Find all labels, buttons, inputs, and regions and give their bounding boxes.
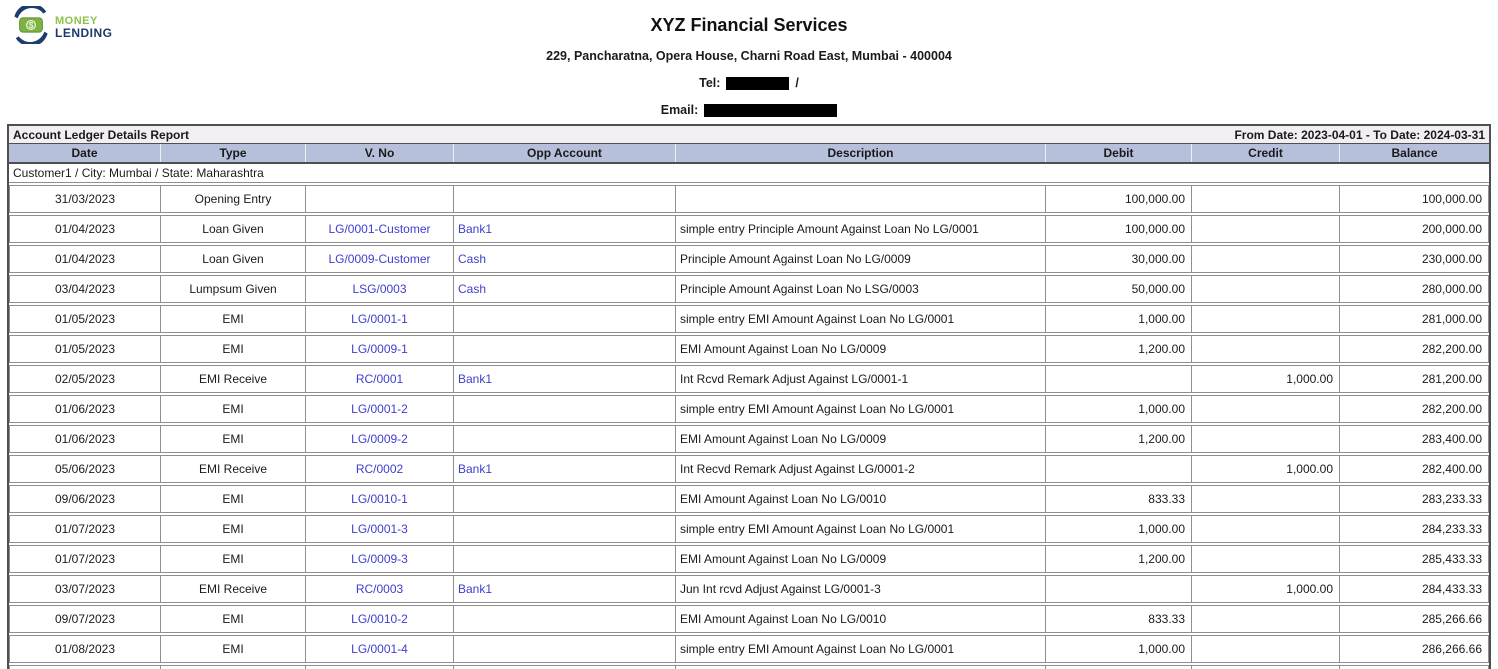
cell-opp_account xyxy=(454,425,676,453)
cell-date: 01/04/2023 xyxy=(9,215,161,243)
cell-debit: 1,200.00 xyxy=(1046,335,1192,363)
cell-debit xyxy=(1046,455,1192,483)
tel-line xyxy=(0,76,1498,90)
cell-type: EMI xyxy=(161,515,306,543)
cell-credit xyxy=(1192,515,1340,543)
table-row xyxy=(9,515,1489,543)
cell-opp_account-link[interactable]: Bank1 xyxy=(454,455,676,483)
cell-v_no-link[interactable]: LG/0001-Customer xyxy=(306,215,454,243)
cell-balance: 284,233.33 xyxy=(1340,515,1489,543)
cell-debit: 833.33 xyxy=(1046,485,1192,513)
email-redacted-value xyxy=(704,104,837,117)
table-row xyxy=(9,395,1489,423)
cell-v_no-link[interactable]: RC/0002 xyxy=(306,455,454,483)
account-ledger-report-table xyxy=(7,124,1491,669)
table-row xyxy=(9,545,1489,573)
cell-opp_account xyxy=(454,485,676,513)
cell-type: EMI Receive xyxy=(161,575,306,603)
cell-opp_account xyxy=(454,305,676,333)
cell-debit: 1,000.00 xyxy=(1046,515,1192,543)
cell-description: Int Recvd Remark Adjust Against LG/0001-2 xyxy=(676,455,1046,483)
cell-description: EMI Amount Against Loan No LG/0010 xyxy=(676,605,1046,633)
cell-type: Loan Given xyxy=(161,215,306,243)
cell-v_no-link[interactable]: LG/0001-3 xyxy=(306,515,454,543)
cell-balance: 282,200.00 xyxy=(1340,335,1489,363)
cell-balance: 283,400.00 xyxy=(1340,425,1489,453)
cell-credit xyxy=(1192,275,1340,303)
column-header-type: Type xyxy=(161,144,306,162)
cell-v_no-link[interactable]: LG/0001-4 xyxy=(306,635,454,663)
cell-date: 03/07/2023 xyxy=(9,575,161,603)
cell-type: Opening Entry xyxy=(161,185,306,213)
logo-word-lending: LENDING xyxy=(55,26,113,40)
table-row xyxy=(9,215,1489,243)
cell-debit: 30,000.00 xyxy=(1046,245,1192,273)
table-row xyxy=(9,365,1489,393)
cell-v_no-link[interactable]: LG/0001-1 xyxy=(306,305,454,333)
cell-opp_account xyxy=(454,515,676,543)
cell-v_no-link[interactable]: LG/0009-1 xyxy=(306,335,454,363)
cell-description: simple entry EMI Amount Against Loan No LG/0001 xyxy=(676,515,1046,543)
cell-balance: 200,000.00 xyxy=(1340,215,1489,243)
cell-date: 09/06/2023 xyxy=(9,485,161,513)
cell-debit: 1,200.00 xyxy=(1046,425,1192,453)
cell-date: 01/06/2023 xyxy=(9,425,161,453)
column-header-row xyxy=(9,144,1489,164)
email-line xyxy=(0,103,1498,117)
cell-balance: 100,000.00 xyxy=(1340,185,1489,213)
cell-debit: 100,000.00 xyxy=(1046,185,1192,213)
cell-v_no-link[interactable]: LG/0001-2 xyxy=(306,395,454,423)
cell-credit: 1,000.00 xyxy=(1192,455,1340,483)
cell-description: EMI Amount Against Loan No LG/0009 xyxy=(676,425,1046,453)
cell-type: Loan Given xyxy=(161,245,306,273)
cell-balance: 281,200.00 xyxy=(1340,365,1489,393)
cell-v_no-link[interactable]: LG/0010-2 xyxy=(306,605,454,633)
table-row xyxy=(9,275,1489,303)
cell-debit: 1,000.00 xyxy=(1046,395,1192,423)
cell-opp_account-link[interactable]: Bank1 xyxy=(454,215,676,243)
cell-description: simple entry EMI Amount Against Loan No LG/0001 xyxy=(676,395,1046,423)
cell-opp_account-link[interactable]: Bank1 xyxy=(454,365,676,393)
cell-credit xyxy=(1192,635,1340,663)
cell-credit xyxy=(1192,215,1340,243)
cell-empty xyxy=(676,665,1046,669)
cell-balance: 281,000.00 xyxy=(1340,305,1489,333)
cell-date: 09/07/2023 xyxy=(9,605,161,633)
cell-date: 02/05/2023 xyxy=(9,365,161,393)
cell-credit xyxy=(1192,245,1340,273)
cell-description: simple entry EMI Amount Against Loan No LG/0001 xyxy=(676,635,1046,663)
table-row xyxy=(9,575,1489,603)
cell-credit xyxy=(1192,605,1340,633)
cell-empty xyxy=(9,665,161,669)
cell-balance: 282,200.00 xyxy=(1340,395,1489,423)
report-title-row xyxy=(9,126,1489,144)
cell-type: EMI xyxy=(161,425,306,453)
cell-empty xyxy=(1340,665,1489,669)
column-header-description: Description xyxy=(676,144,1046,162)
cell-credit: 1,000.00 xyxy=(1192,365,1340,393)
cell-balance: 285,433.33 xyxy=(1340,545,1489,573)
table-row xyxy=(9,305,1489,333)
cell-debit: 1,000.00 xyxy=(1046,635,1192,663)
cell-credit xyxy=(1192,395,1340,423)
cell-debit: 50,000.00 xyxy=(1046,275,1192,303)
cell-type: EMI xyxy=(161,545,306,573)
column-header-debit: Debit xyxy=(1046,144,1192,162)
cell-opp_account xyxy=(454,605,676,633)
tel-label: Tel: xyxy=(699,76,721,90)
cell-v_no-link[interactable]: LG/0009-2 xyxy=(306,425,454,453)
report-date-range: From Date: 2023-04-01 - To Date: 2024-03-31 xyxy=(1234,127,1485,142)
cell-v_no-link[interactable]: LG/0009-Customer xyxy=(306,245,454,273)
column-header-balance: Balance xyxy=(1391,146,1438,160)
cell-balance: 230,000.00 xyxy=(1340,245,1489,273)
company-name: XYZ Financial Services xyxy=(650,15,848,35)
cell-empty xyxy=(454,665,676,669)
cell-credit xyxy=(1192,185,1340,213)
cell-date: 01/04/2023 xyxy=(9,245,161,273)
cell-type: EMI Receive xyxy=(161,365,306,393)
cell-date: 01/05/2023 xyxy=(9,335,161,363)
cell-balance: 286,266.66 xyxy=(1340,635,1489,663)
cell-date: 01/07/2023 xyxy=(9,545,161,573)
cell-type: EMI xyxy=(161,335,306,363)
cell-balance: 284,433.33 xyxy=(1340,575,1489,603)
cell-description: Int Rcvd Remark Adjust Against LG/0001-1 xyxy=(676,365,1046,393)
cell-credit xyxy=(1192,335,1340,363)
column-header-opp-account: Opp Account xyxy=(454,144,676,162)
cell-opp_account xyxy=(454,545,676,573)
cell-credit xyxy=(1192,425,1340,453)
cell-date: 01/06/2023 xyxy=(9,395,161,423)
cell-date: 31/03/2023 xyxy=(9,185,161,213)
table-row xyxy=(9,485,1489,513)
table-row xyxy=(9,425,1489,453)
page-header xyxy=(0,0,1498,124)
table-row xyxy=(9,635,1489,663)
table-row xyxy=(9,185,1489,213)
cell-opp_account xyxy=(454,185,676,213)
cell-balance: 283,233.33 xyxy=(1340,485,1489,513)
tel-separator: / xyxy=(795,76,799,90)
cell-description: EMI Amount Against Loan No LG/0009 xyxy=(676,545,1046,573)
cell-v_no-link[interactable]: LG/0010-1 xyxy=(306,485,454,513)
cell-credit xyxy=(1192,485,1340,513)
cell-date: 03/04/2023 xyxy=(9,275,161,303)
logo-word-money: MONEY xyxy=(55,15,98,27)
cell-description: Principle Amount Against Loan No LSG/0003 xyxy=(676,275,1046,303)
table-body xyxy=(9,185,1489,669)
cell-description: EMI Amount Against Loan No LG/0009 xyxy=(676,335,1046,363)
table-row xyxy=(9,605,1489,633)
cell-v_no-link[interactable]: LSG/0003 xyxy=(306,275,454,303)
report-title: Account Ledger Details Report xyxy=(13,127,190,142)
cell-v_no-link[interactable]: RC/0001 xyxy=(306,365,454,393)
cell-type: EMI xyxy=(161,605,306,633)
column-header-v-no: V. No xyxy=(306,144,454,162)
cell-credit xyxy=(1192,305,1340,333)
company-header xyxy=(0,0,1498,117)
cell-description: Jun Int rcvd Adjust Against LG/0001-3 xyxy=(676,575,1046,603)
cell-debit xyxy=(1046,575,1192,603)
cell-debit xyxy=(1046,365,1192,393)
tel-redacted-value xyxy=(726,77,789,90)
cell-empty xyxy=(1192,665,1340,669)
table-row xyxy=(9,335,1489,363)
cell-type: EMI xyxy=(161,395,306,423)
cell-description: Principle Amount Against Loan No LG/0009 xyxy=(676,245,1046,273)
cell-opp_account-link[interactable]: Cash xyxy=(454,275,676,303)
cell-description: simple entry Principle Amount Against Loan No LG/0001 xyxy=(676,215,1046,243)
cell-description: EMI Amount Against Loan No LG/0010 xyxy=(676,485,1046,513)
cell-credit xyxy=(1192,545,1340,573)
cell-opp_account xyxy=(454,635,676,663)
cell-opp_account xyxy=(454,395,676,423)
cell-date: 05/06/2023 xyxy=(9,455,161,483)
email-label: Email: xyxy=(660,103,699,117)
cell-type: EMI xyxy=(161,305,306,333)
cell-v_no-link[interactable]: RC/0003 xyxy=(306,575,454,603)
cell-date: 01/08/2023 xyxy=(9,635,161,663)
cell-empty xyxy=(1046,665,1192,669)
cell-credit: 1,000.00 xyxy=(1192,575,1340,603)
cell-balance: 285,266.66 xyxy=(1340,605,1489,633)
cell-balance: 280,000.00 xyxy=(1340,275,1489,303)
cell-opp_account xyxy=(454,335,676,363)
column-header-credit: Credit xyxy=(1192,144,1340,162)
company-address: 229, Pancharatna, Opera House, Charni Road East, Mumbai - 400004 xyxy=(546,49,952,63)
svg-text:$: $ xyxy=(28,20,34,31)
cell-type: EMI xyxy=(161,485,306,513)
cell-debit: 1,200.00 xyxy=(1046,545,1192,573)
cell-type: EMI Receive xyxy=(161,455,306,483)
cell-v_no-link[interactable]: LG/0009-3 xyxy=(306,545,454,573)
cell-description: simple entry EMI Amount Against Loan No LG/0001 xyxy=(676,305,1046,333)
cell-opp_account-link[interactable]: Cash xyxy=(454,245,676,273)
cell-opp_account-link[interactable]: Bank1 xyxy=(454,575,676,603)
customer-group-row: Customer1 / City: Mumbai / State: Maharashtra xyxy=(9,164,1489,183)
cell-debit: 100,000.00 xyxy=(1046,215,1192,243)
cell-debit: 833.33 xyxy=(1046,605,1192,633)
cell-type: EMI xyxy=(161,635,306,663)
column-header-date: Date xyxy=(9,144,161,162)
table-row xyxy=(9,455,1489,483)
cell-empty xyxy=(161,665,306,669)
cell-description xyxy=(676,185,1046,213)
cell-date: 01/07/2023 xyxy=(9,515,161,543)
cell-v_no xyxy=(306,185,454,213)
cell-date: 01/05/2023 xyxy=(9,305,161,333)
cell-balance: 282,400.00 xyxy=(1340,455,1489,483)
table-row xyxy=(9,245,1489,273)
table-row-partial xyxy=(9,665,1489,669)
cell-debit: 1,000.00 xyxy=(1046,305,1192,333)
cell-type: Lumpsum Given xyxy=(161,275,306,303)
cell-empty xyxy=(306,665,454,669)
